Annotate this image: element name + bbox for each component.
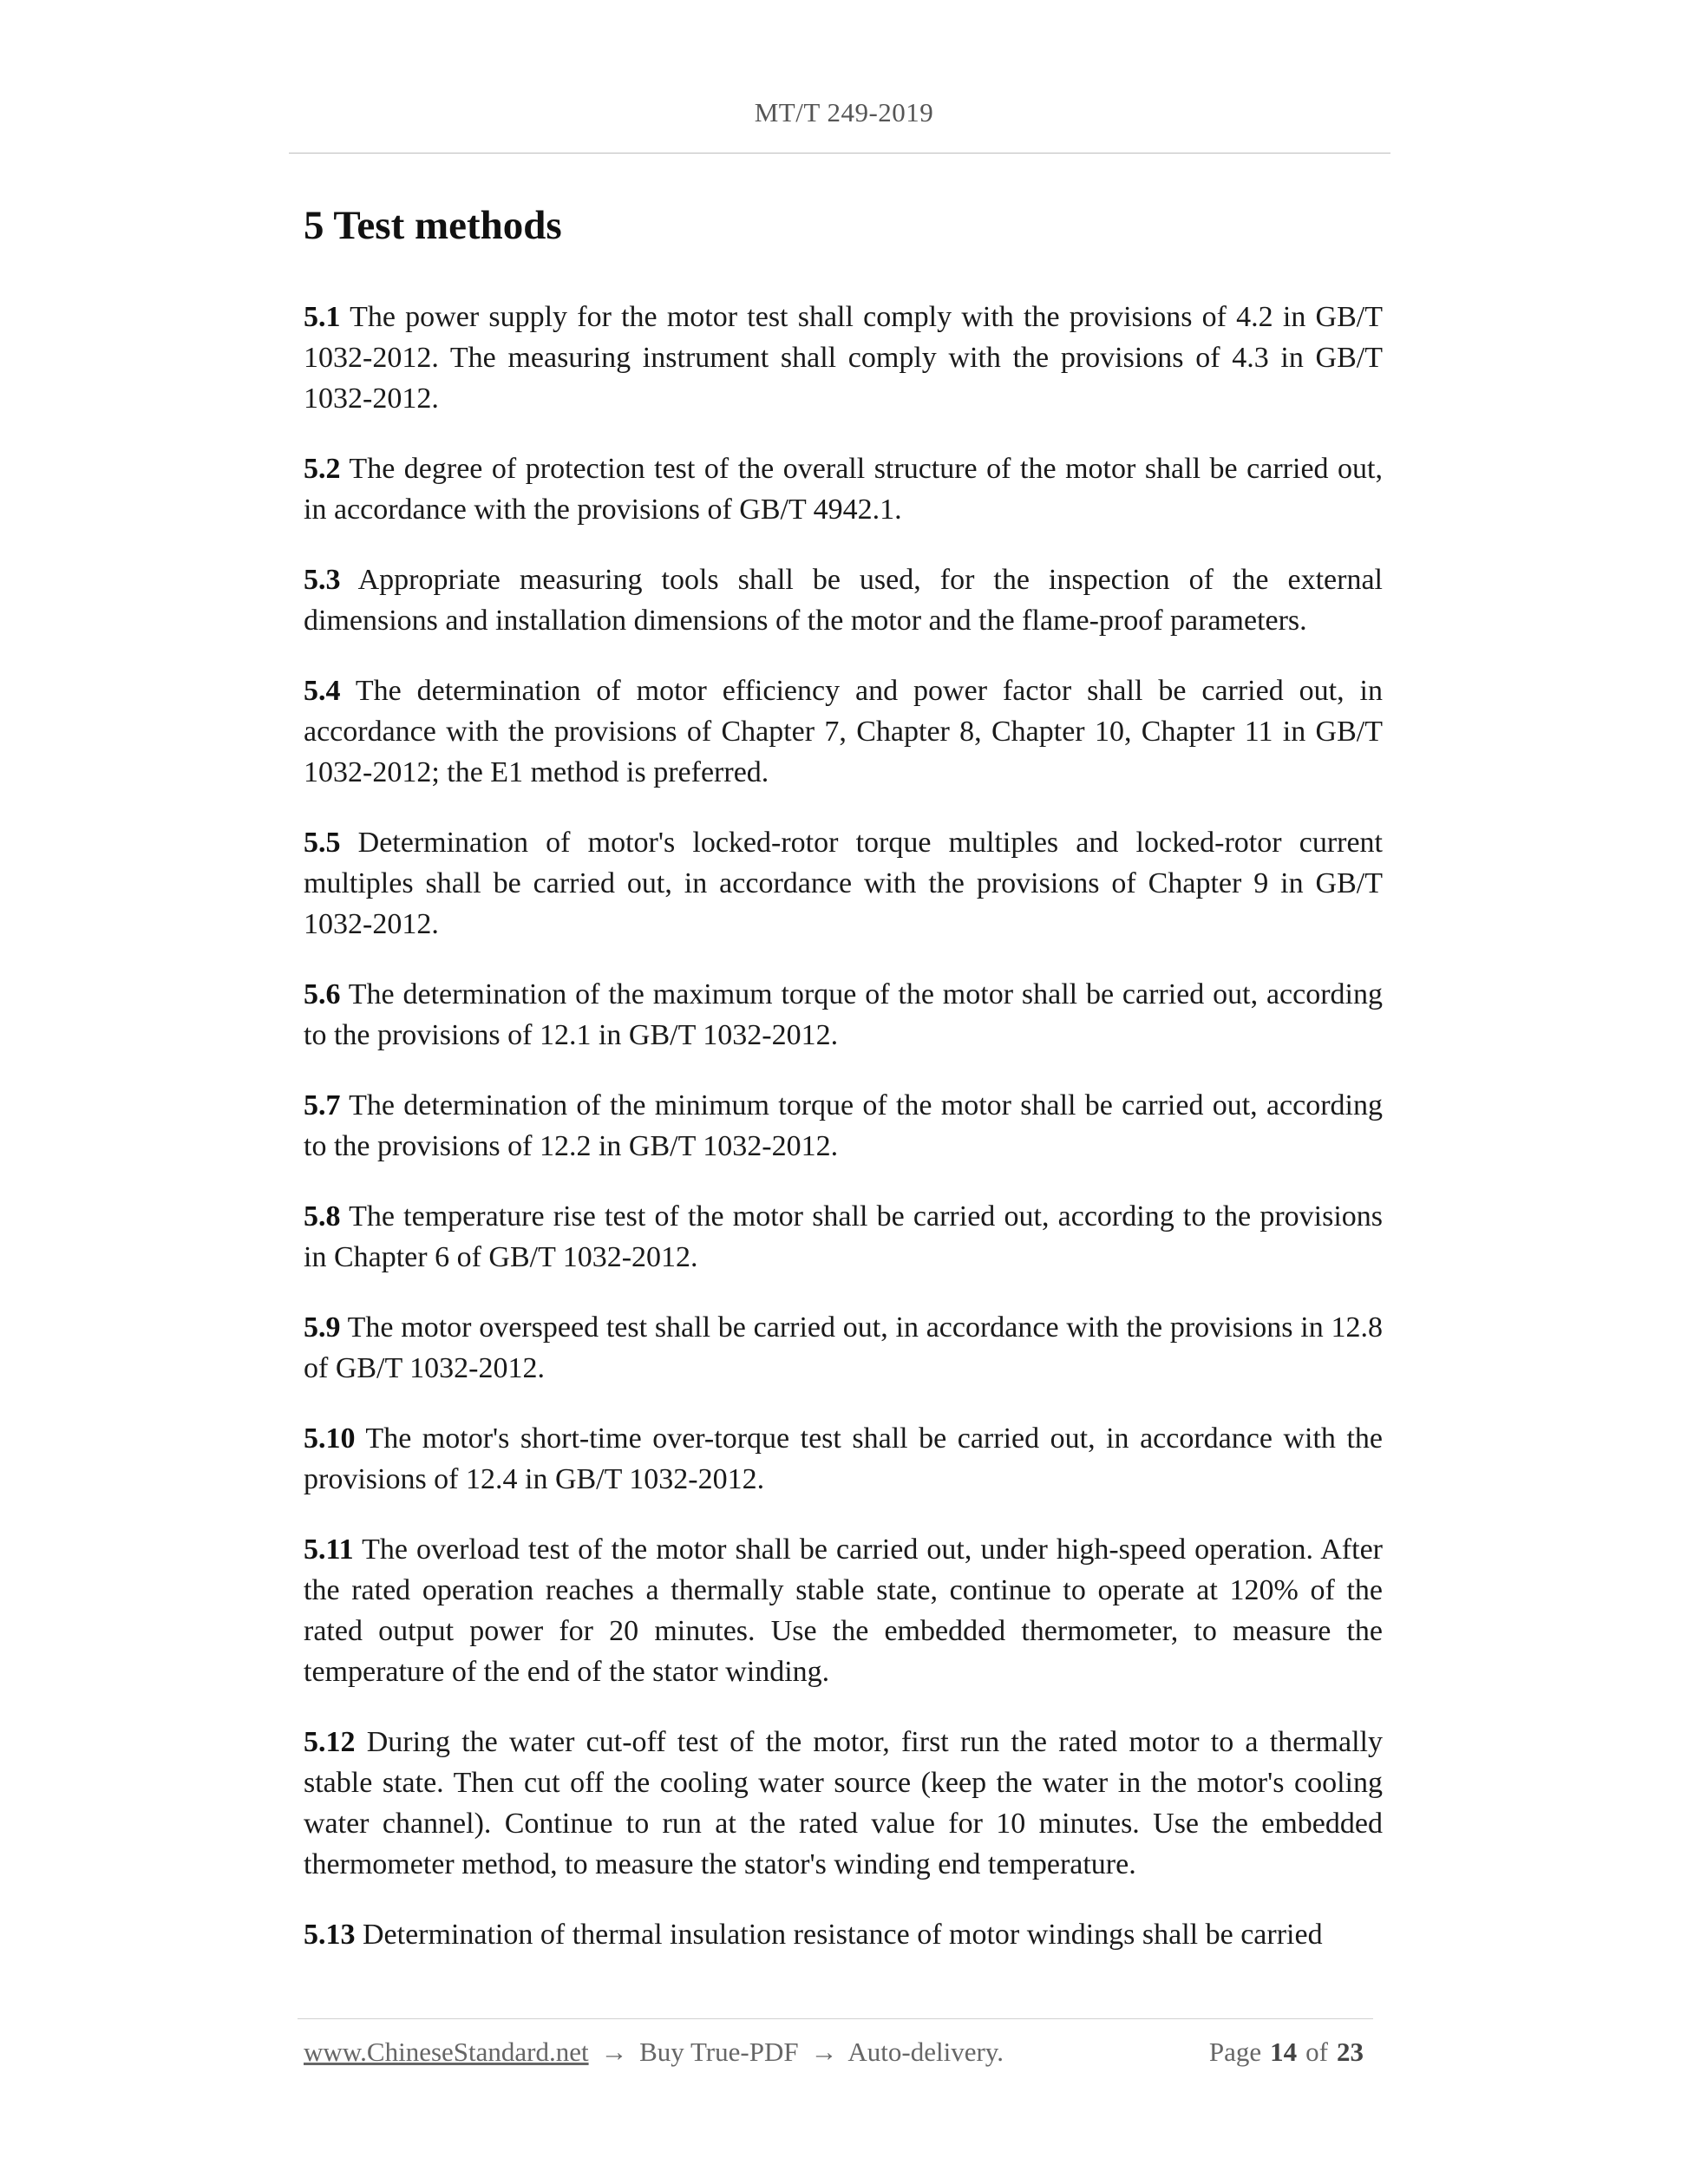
clause-5-7 [304, 1085, 1383, 1167]
clause-number: 5.13 [304, 1919, 356, 1951]
clause-number: 5.1 [304, 301, 341, 333]
page-label: Page [1208, 2037, 1262, 2067]
clause-text: The power supply for the motor test shall comply with the provisions of 4.2 in GB/T 1032-2012. The measuring instrument shall comply with the provisions of 4.3 in GB/T 1032-2012. [304, 301, 1383, 415]
total-pages-number: 23 [1337, 2037, 1364, 2067]
clause-text: The degree of protection test of the overall structure of the motor shall be carried out, in accordance with the provisions of GB/T 4942.1. [304, 453, 1384, 526]
current-page-number: 14 [1270, 2037, 1298, 2067]
clause-text: During the water cut-off test of the motor, first run the rated motor to a thermally stable state. Then cut off the cooling water source (keep the water in the motor's cooling water channel). Continue to run at the rated value for 10 minutes. Use the embedded thermometer method, to measure the stator's winding end temperature. [304, 1726, 1383, 1880]
clause-text: The temperature rise test of the motor shall be carried out, according to the provisions in Chapter 6 of GB/T 1032-2012. [304, 1200, 1384, 1273]
clause-text: Appropriate measuring tools shall be used, for the inspection of the external dimensions and installation dimensions of the motor and the flame-proof parameters. [304, 564, 1384, 637]
auto-delivery-text: Auto-delivery. [847, 2037, 1004, 2067]
clause-text: The overload test of the motor shall be carried out, under high-speed operation. After the rated operation reaches a thermally stable state, continue to operate at 120% of the rated output power for 20 minutes. Use the embedded thermometer, to measure the temperature of the end of the stator winding. [304, 1533, 1383, 1688]
clause-5-10 [304, 1418, 1383, 1500]
clause-text: The determination of the minimum torque of the motor shall be carried out, according to the provisions of 12.2 in GB/T 1032-2012. [304, 1089, 1383, 1162]
section-title: 5 Test methods [304, 203, 562, 248]
clause-5-4 [304, 670, 1383, 793]
clause-5-2 [304, 448, 1383, 530]
clause-number: 5.6 [304, 978, 341, 1010]
clause-5-13 [304, 1914, 1383, 1955]
clause-number: 5.9 [304, 1311, 341, 1344]
clause-number: 5.10 [304, 1422, 356, 1455]
arrow-right-icon: → [810, 2037, 838, 2067]
clause-number: 5.4 [304, 675, 341, 707]
page-indicator [1209, 2037, 1372, 2068]
arrow-right-icon: → [600, 2037, 628, 2067]
clause-number: 5.2 [304, 453, 341, 485]
clause-number: 5.7 [304, 1089, 341, 1121]
clause-number: 5.11 [304, 1533, 354, 1566]
section-body [304, 297, 1383, 1985]
clause-number: 5.3 [304, 564, 341, 596]
footer-promo [304, 2037, 1004, 2068]
clause-text: The determination of the maximum torque of the motor shall be carried out, according to the provisions of 12.1 in GB/T 1032-2012. [304, 978, 1383, 1051]
site-link[interactable]: www.ChineseStandard.net [304, 2037, 589, 2067]
clause-5-8 [304, 1196, 1383, 1278]
clause-text: Determination of thermal insulation resistance of motor windings shall be carried [363, 1919, 1323, 1951]
document-id-header: MT/T 249-2019 [754, 97, 934, 128]
clause-number: 5.12 [304, 1726, 356, 1758]
clause-5-3 [304, 559, 1383, 641]
footer-divider [298, 2018, 1373, 2019]
buy-pdf-text: Buy True-PDF [639, 2037, 799, 2067]
clause-text: The determination of motor efficiency and power factor shall be carried out, in accordance with the provisions of Chapter 7, Chapter 8, Chapter 10, Chapter 11 in GB/T 1032-2012; the E1 method is preferred. [304, 675, 1383, 788]
clause-number: 5.8 [304, 1200, 341, 1233]
clause-number: 5.5 [304, 827, 341, 859]
clause-5-12 [304, 1722, 1383, 1885]
clause-text: The motor overspeed test shall be carried out, in accordance with the provisions in 12.8 of GB/T 1032-2012. [304, 1311, 1383, 1384]
clause-5-1 [304, 297, 1383, 419]
clause-text: Determination of motor's locked-rotor torque multiples and locked-rotor current multiples shall be carried out, in accordance with the provisions of Chapter 9 in GB/T 1032-2012. [304, 827, 1383, 940]
clause-5-5 [304, 822, 1383, 945]
clause-5-6 [304, 974, 1383, 1056]
of-label: of [1305, 2037, 1328, 2067]
header-divider [289, 153, 1390, 154]
clause-5-9 [304, 1307, 1383, 1389]
page-footer [304, 2037, 1372, 2075]
clause-5-11 [304, 1529, 1383, 1692]
clause-text: The motor's short-time over-torque test shall be carried out, in accordance with the provisions of 12.4 in GB/T 1032-2012. [304, 1422, 1383, 1495]
